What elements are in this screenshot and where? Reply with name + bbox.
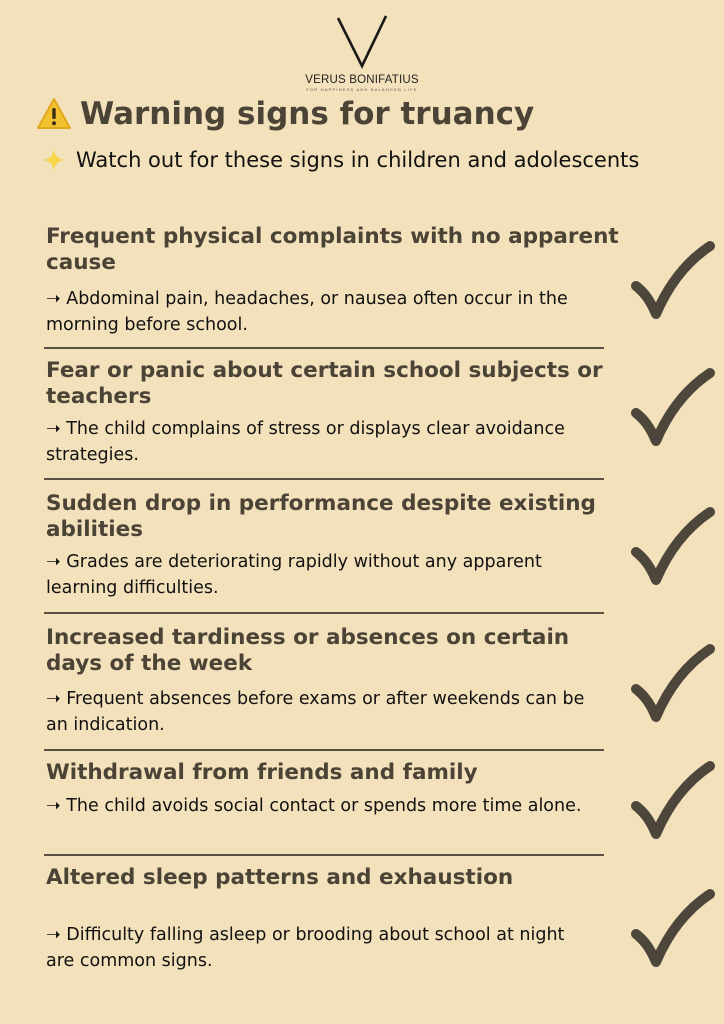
v-logo-icon [334,14,390,70]
list-item [46,625,646,738]
item-description: ➝ The child avoids social contact or spends more time alone. [46,796,582,816]
divider [44,749,604,751]
list-item [46,224,646,338]
checkmark-icon [630,888,716,974]
item-description: ➝ The child complains of stress or displays clear avoidance strategies. [46,419,565,465]
divider [44,854,604,856]
page-heading [36,96,534,132]
item-description: ➝ Difficulty falling asleep or brooding about school at night are common signs. [46,925,565,971]
item-description: ➝ Abdominal pain, headaches, or nausea often occur in the morning before school. [46,289,568,335]
checkmark-icon [630,506,716,592]
list-item [46,760,646,819]
checkmark-icon [630,760,716,846]
item-title: Frequent physical complaints with no apparent cause [46,224,619,275]
brand-name: VERUS BONIFATIUS [305,74,419,86]
warning-icon [36,97,72,131]
item-description: ➝ Frequent absences before exams or after weekends can be an indication. [46,689,585,735]
page-subheading [42,148,639,172]
checkmark-icon [630,643,716,729]
brand-tagline: FOR HAPPINESS AND BALANCED LIFE [306,87,418,92]
divider [44,612,604,614]
star-icon [42,148,66,172]
list-item [46,865,646,974]
item-title: Increased tardiness or absences on certain days of the week [46,625,570,676]
brand-logo [0,14,724,92]
divider [44,347,604,349]
divider [44,478,604,480]
item-description: ➝ Grades are deteriorating rapidly without any apparent learning difficulties. [46,552,542,598]
checkmark-icon [630,240,716,326]
page-title: Warning signs for truancy [80,96,535,132]
item-title: Altered sleep patterns and exhaustion [46,865,514,890]
item-title: Withdrawal from friends and family [46,760,478,785]
item-title: Fear or panic about certain school subjects or teachers [46,358,603,409]
list-item [46,491,646,601]
checkmark-icon [630,367,716,453]
item-title: Sudden drop in performance despite existing abilities [46,491,596,542]
list-item [46,358,646,468]
page-subtitle: Watch out for these signs in children and adolescents [76,148,640,172]
